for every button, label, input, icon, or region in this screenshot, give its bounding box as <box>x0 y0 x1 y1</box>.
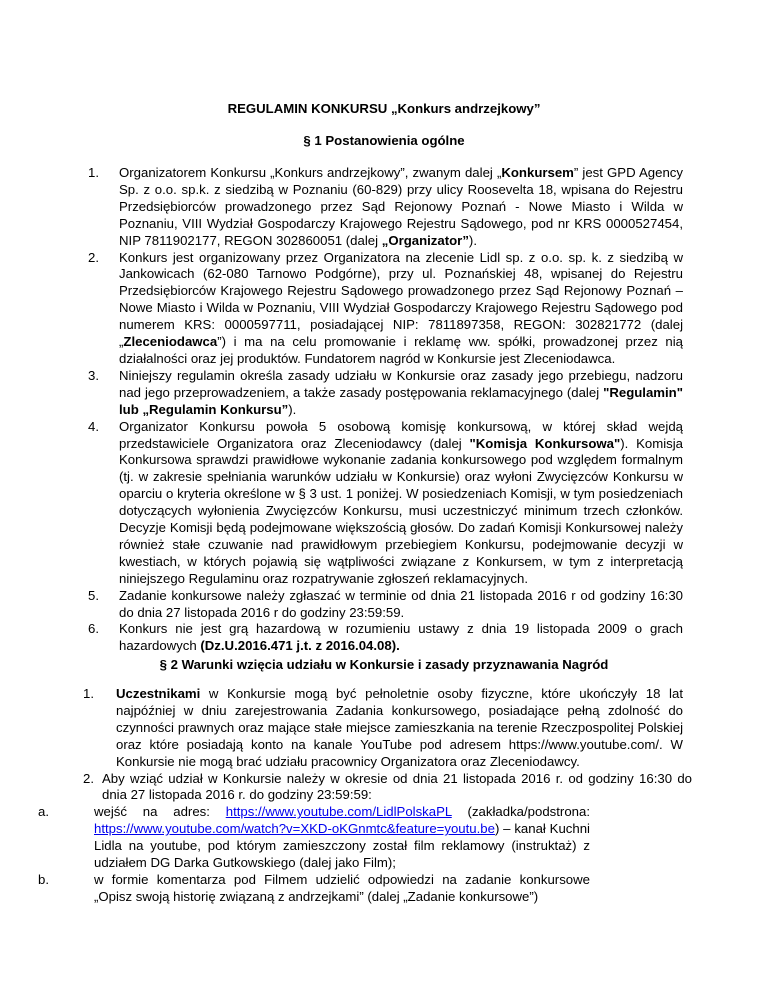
list-item <box>0 250 683 368</box>
section-2-heading: § 2 Warunki wzięcia udziału w Konkursie i zasady przyznawania Nagród <box>159 657 609 672</box>
item-text: Aby wziąć udział w Konkursie należy w okresie od dnia 21 listopada 2016 r. od godziny 16:30 do dnia 27 listopada 2016 r. do godziny 23:59:59: <box>102 770 692 803</box>
list-item <box>0 686 692 771</box>
item-text: Organizator Konkursu powoła 5 osobową komisję konkursową, w której skład wejdą przedstawiciele Organizatora oraz Zleceniodawcy (dalej "Komisja Konkursowa"). Komisja Konkursowa sprawdzi prawidłowe wykonanie zadania konkursowego pod względem formalnym (tj. w zakresie spełniania warunków udziału w Konkursie) oraz wyłoni Zwycięzców Konkursu w oparciu o kryteria określone w § 3 ust. 1 poniżej. W posiedzeniach Komisji, w tym posiedzeniach dotyczących wyłonienia Zwycięzców Konkursu, musi uczestniczyć minimum trzech członków. Decyzje Komisji będą podejmowane większością głosów. Do zadań Komisji Konkursowej należy również stałe czuwanie nad prawidłowym przebiegiem Konkursu, podejmowanie decyzji w kwestiach, w których pojawią się wątpliwości związane z Konkursem, w tym z interpretacją niniejszego Regulaminu oraz rozpatrywanie zgłoszeń reklamacyjnych. <box>119 418 684 586</box>
lidl-channel-link[interactable]: https://www.youtube.com/LidlPolskaPL <box>225 804 452 820</box>
sub-list-wrapper <box>38 804 590 905</box>
sub-list-item <box>38 872 590 906</box>
item-text: Konkurs nie jest grą hazardową w rozumieniu ustawy z dnia 19 listopada 2009 o grach hazardowych (Dz.U.2016.471 j.t. z 2016.04.08). <box>119 621 683 654</box>
document-title: REGULAMIN KONKURSU „Konkurs andrzejkowy” <box>227 101 541 116</box>
list-item <box>0 771 692 906</box>
item-number: 4. <box>88 418 99 434</box>
list-item <box>0 621 683 655</box>
item-number: 5. <box>88 587 99 603</box>
list-item <box>0 165 683 250</box>
section-1-heading: § 1 Postanowienia ogólne <box>303 133 465 148</box>
sub-item-text: w formie komentarza pod Filmem udzielić odpowiedzi na zadanie konkursowe „Opisz swoją historię związaną z andrzejkami” (dalej „Zadanie konkursowe”) <box>94 871 590 904</box>
section-1-list <box>0 165 683 655</box>
item-number: 3. <box>88 367 99 383</box>
item-text: Niniejszy regulamin określa zasady udziału w Konkursie oraz zasady jego przebiegu, nadzoru nad jego przeprowadzeniem, a także zasady postępowania reklamacyjnego (dalej "Regulamin" lub „Regulamin Konkursu”). <box>119 367 683 417</box>
item-text: Zadanie konkursowe należy zgłaszać w terminie od dnia 21 listopada 2016 r od godziny 16:30 do dnia 27 listopada 2016 r do godziny 23:59:59. <box>119 587 683 620</box>
sub-item-text: wejść na adres: https://www.youtube.com/LidlPolskaPL (zakładka/podstrona: https://www.youtube.com/watch?v=XKD-oKGnmtc&feature=youtu.be) – kanał Kuchni Lidla na youtube, pod którym zamieszczony został film reklamowy (instruktaż) z udziałem DG Darka Gutkowskiego (dalej jako Film); <box>94 804 590 871</box>
item-number: 2. <box>88 249 99 265</box>
item-number: 1. <box>83 686 94 701</box>
item-text: Organizatorem Konkursu „Konkurs andrzejkowy”, zwanym dalej „Konkursem” jest GPD Agency Sp. z o.o. sp.k. z siedzibą w Poznaniu (60-829) przy ulicy Roosevelta 18, wpisana do Rejestru Przedsiębiorców prowadzonego przez Sąd Rejonowy Poznań - Nowe Miasto i Wilda w Poznaniu, VIII Wydział Gospodarczy Krajowego Rejestru Sądowego, pod nr KRS 0000527454, NIP 7811902177, REGON 302860051 (dalej „Organizator”). <box>119 165 683 248</box>
item-text: Konkurs jest organizowany przez Organizatora na zlecenie Lidl sp. z o.o. sp. k. z siedzibą w Jankowicach (62-080 Tarnowo Podgórne), przy ul. Poznańskiej 48, wpisanej do Rejestru Przedsiębiorców Krajowego Rejestru Sądowego prowadzonego przez Sąd Rejonowy Poznań – Nowe Miasto i Wilda w Poznaniu, VIII Wydział Gospodarczy Krajowego Rejestru Sądowego pod numerem KRS: 0000597711, posiadającej NIP: 7811897358, REGON: 302821772 (dalej „Zleceniodawca”) i ma na celu promowanie i reklamę ww. spółki, prowadzonej przez nią działalności oraz jej produktów. Fundatorem nagród w Konkursie jest Zleceniodawca. <box>119 249 683 366</box>
list-item <box>0 368 683 419</box>
sub-list <box>38 804 590 905</box>
item-number: 2. <box>83 770 94 786</box>
list-item <box>0 588 683 622</box>
item-number: 1. <box>88 165 99 180</box>
sub-item-label: b. <box>38 871 49 887</box>
film-video-link[interactable]: https://www.youtube.com/watch?v=XKD-oKGnmtc&feature=youtu.be <box>94 821 495 837</box>
sub-item-label: a. <box>38 804 49 820</box>
section-2-list <box>0 686 692 906</box>
list-item <box>0 419 683 588</box>
item-number: 6. <box>88 621 99 637</box>
sub-list-item <box>38 804 590 872</box>
item-text: Uczestnikami w Konkursie mogą być pełnoletnie osoby fizyczne, które ukończyły 18 lat najpóźniej w dniu zarejestrowania Zadania konkursowego, posiadające pełną zdolność do czynności prawnych oraz mające stałe miejsce zamieszkania na terenie Rzeczpospolitej Polskiej oraz które posiadają konto na kanale YouTube pod adresem https://www.youtube.com/. W Konkursie nie mogą brać udziału pracownicy Organizatora oraz Zleceniodawcy. <box>116 686 683 769</box>
